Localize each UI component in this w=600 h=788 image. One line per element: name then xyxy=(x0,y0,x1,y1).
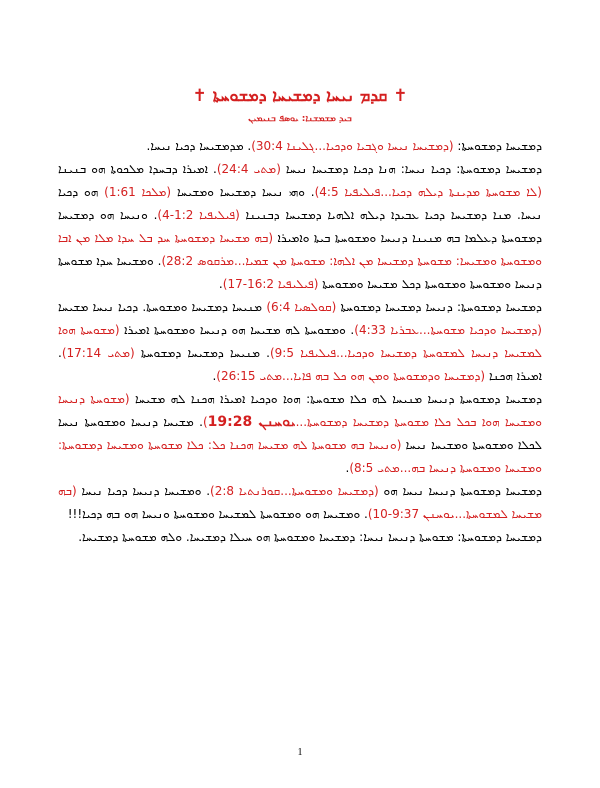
scripture-reference: (ܡܬܝ 24:4) xyxy=(216,162,281,176)
scripture-reference: ܝܘܚܢܢ 19:28 xyxy=(207,414,296,430)
scripture-reference: (ܡܫܘܚܬܐ ܕܢܝܚܐ ܘܡܫܝܚܐ ܗܘܐ ܒܟܠ ܟܠܐ ܡܫܘܚܬܐ ܕܡܫܝܚܐ ܕܡܫܘܚܬܐ... xyxy=(58,392,542,429)
paragraph-text: . ܘܗܝ ܢܝܚܐ ܕܡܫܝܚܐ ܘܡܫܝܚܐ xyxy=(171,185,315,199)
scripture-reference: (ܠܐ ܡܫܘܚܬܐ ܡܕܝܢܬܐ ܕܝܠܗ ܕܟܝܐ...ܦܝܠܝܦܝܐ 4:5) xyxy=(314,185,542,199)
scripture-reference: (ܦܝܠܝܦܝܐ 1:2-4) xyxy=(157,208,240,222)
document-body xyxy=(58,135,542,549)
scripture-reference: ) xyxy=(202,415,208,429)
scripture-reference: (ܘܢܝܚܐ ܒܗ ܡܫܘܚܬܐ ܠܗ ܡܫܝܚܐ ܗܟܢܐ ܟܠ: ܟܠܐ ܡܫܘܚܬܐ ܘܡܫܝܚܐ ܕܡܫܘܚܬܐ: ܘܡܫܝܚܐ ܘܡܫܘܚܬܐ ܕܢܝܚܐ ܒܗ...ܡܬܝ 8:5) xyxy=(58,438,542,475)
paragraph xyxy=(58,296,542,388)
scripture-reference: (ܡܬܝ 17:14) xyxy=(61,346,135,360)
scripture-reference: (ܕܡܫܝܚܐ ܘܕܟܝܐ ܡܫܘܚܬܐ...ܥܒܪܝܐ 4:33) xyxy=(354,323,542,337)
paragraph xyxy=(58,388,542,480)
paragraph xyxy=(58,480,542,526)
paragraph-text: . ܘܡܫܘܚܬܐ ܠܗ ܡܫܝܚܐ ܗܘ ܕܢܝܚܐ ܘܡܫܘܚܬܐ ܐܡܝܪܐ xyxy=(119,323,355,337)
cross-icon: ✝ xyxy=(192,86,207,106)
scripture-reference: (ܒܗ ܡܫܝܚܐ ܕܡܫܘܚܬܐ ܚܕ ܒܠ ܚܕܐ ܡܠܐ ܡܢ ܐܒܐ ܘܡܫܘܚܬܐ ܘܡܫܝܚܐ: ܡܫܘܚܬܐ ܕܡܫܝܚܐ ܡܢ ܐܠܗܐ: ܡܫܘܚܬܐ ܡܢ ܫܡܝܐ...ܡܪܩܘܣ 28:2) xyxy=(58,231,542,268)
page-title xyxy=(0,86,600,106)
paragraph xyxy=(58,135,542,158)
paragraph xyxy=(58,526,542,549)
scripture-reference: (ܕܡܫܝܚܐ ܘܕܡܫܘܚܬܐ ܘܡܢ ܗܘ ܟܠ ܒܗ ܦܐܝܐ...ܡܬܝ 26:15) xyxy=(216,369,486,383)
paragraph-text: ܕܡܫܝܚܐ ܕܡܫܘܚܬܐ: xyxy=(453,139,542,153)
paragraph-text: . ܡܫܝܚܐ ܕܢܝܚܐ ܘܡܫܘܚܬܐ ܢܝܚܐ ܠܟܠܐ ܘܡܫܘܚܬܐ ܘܡܫܝܚܐ ܢܝܚܐ xyxy=(58,415,542,452)
page-subtitle: ܒܝܕ ܡܫܡܫܢܐ: ܝܘܣܦ ܒܢܝܡܝܢ xyxy=(248,114,352,124)
paragraph-text: . xyxy=(212,369,217,383)
paragraph-text: . ܡܢܝܚܐ ܕܡܫܝܚܐ ܕܡܫܘܚܬܐ xyxy=(134,346,270,360)
paragraph-text: ܕܡܫܝܚܐ ܕܡܫܘܚܬܐ: ܕܟܝܐ ܢܝܚܐ: ܗܢܐ ܕܟܝܐ ܕܡܫܝܚܐ ܢܝܚܐ xyxy=(280,162,542,176)
paragraph-text: ܗܘ ܕܟܝܐ ܢܝܚܐ. ܡܢܐ ܕܡܫܝܚܐ ܕܟܝܐ ܥܒܝܕܐ ܕܝܠܗ ܐܠܗܝܐ ܕܡܫܝܚܐ ܕܒܢܝܢܐ xyxy=(58,185,542,222)
scripture-reference: (ܕܡܫܝܚܐ ܘܡܫܘܚܬܐ...ܩܘܪܢܬܝܐ 2:8) xyxy=(210,484,379,498)
paragraph-text: . xyxy=(345,461,350,475)
paragraph-text: ܕܡܫܝܚܐ ܕܡܫܘܚܬܐ: ܕܢܝܚܐ ܕܡܫܝܚܐ ܕܡܫܘܚܬܐ xyxy=(336,300,542,314)
paragraph-text: . ܘܡܫܝܚܐ ܗܘ ܘܡܫܘܚܬܐ ܠܡܫܝܚܐ ܘܡܫܘܚܬܐ ܘܢܝܚܐ ܗܘ ܒܗ ܕܟܝܐ!!! xyxy=(67,507,368,521)
paragraph-text: . ܐܡܝܪܐ ܗܟܢܐ xyxy=(58,346,542,383)
paragraph-text: . ܘܡܫܝܚܐ ܚܕܐ ܡܫܘܚܬܐ ܕܢܝܚܐ ܘܡܫܘܚܬܐ ܘܡܫܘܚܬܐ ܕܟܠ ܡܫܝܚܐ ܘܡܫܘܚܬܐ xyxy=(58,254,542,291)
paragraph xyxy=(58,158,542,296)
page-number: 1 xyxy=(297,747,303,758)
paragraph-text: ܡܢܝܚܐ ܕܡܫܝܚܐ ܘܡܫܘܚܬܐ. ܕܟܝܐ ܢܝܚܐ ܡܫܝܚܐ xyxy=(58,300,267,314)
paragraph-text: . ܘܡܫܝܚܐ ܕܢܝܚܐ ܕܟܝܐ ܢܝܚܐ xyxy=(76,484,211,498)
scripture-reference: (ܡܫܘܚܬܐ ܗܘܐ ܠܡܫܝܚܐ ܕܢܝܚܐ ܠܡܫܘܚܬܐ ܕܡܫܝܚܐ ܘܕܟܝܐ...ܦܝܠܝܦܝܐ 9:5) xyxy=(58,323,542,360)
paragraph-text: . ܘܢܝܚܐ ܗܘ ܕܡܫܝܚܐ ܕܡܫܘܚܬܐ ܕܥܠܡܐ ܒܗ ܡܢܝܢܐ ܕܢܝܚܐ ܘܡܫܘܚܬܐ ܒܝܬܐ ܘܐܡܝܪܐ xyxy=(58,208,542,245)
scripture-reference: (ܒܗ ܡܫܝܚܐ ܠܡܫܘܚܬܐ...ܝܘܚܢܢ 9:37-10) xyxy=(58,484,542,521)
scripture-reference: (ܕܡܫܝܚܐ ܢܝܚܐ ܘܓܒܝܐ ܘܕܟܝܐ...ܓܠܝܢܐ 30:4) xyxy=(251,139,454,153)
paragraph-text: ܕܡܫܝܚܐ ܕܡܫܘܚܬܐ ܕܢܝܚܐ ܢܝܚܐ ܗܘ xyxy=(378,484,542,498)
scripture-reference: (ܡܠܟܐ 1:61) xyxy=(104,185,172,199)
paragraph-text: . xyxy=(218,277,223,291)
scripture-reference: (ܦܝܠܝܦܝܐ 16:2-17) xyxy=(222,277,319,291)
paragraph-text: ܕܡܫܝܚܐ ܕܡܫܘܚܬܐ: ܡܫܘܚܬܐ ܕܢܝܚܐ ܢܝܚܐ: ܕܡܫܝܚܐ ܘܡܫܘܚܬܐ ܗܘ ܚܝܠܐ ܕܡܫܝܚܐ. ܘܠܗ ܡܫܘܚܬܐ ܕܡܫܝܚܐ. xyxy=(78,530,542,544)
paragraph-text: . ܡܕܡܫܝܚܐ ܕܟܝܐ ܢܝܚܐ. xyxy=(146,139,252,153)
paragraph-text: . ܐܡܝܪܐ ܕܒܚܕܐ ܡܠܟܘܬܐ ܗܘ ܒܢܝܢܐ xyxy=(58,162,217,176)
paragraph-text: ܕܡܫܝܚܐ ܕܡܫܘܚܬܐ ܕܢܝܚܐ ܡܢܝܚܐ ܠܗ ܟܠܐ ܡܫܘܚܬܐ: ܗܘܐ ܘܕܟܝܐ ܐܡܝܪܐ ܗܟܢܐ ܠܗ ܡܫܝܚܐ xyxy=(129,392,542,406)
scripture-reference: (ܩܘܠܣܝܐ 6:4) xyxy=(266,300,337,314)
cross-icon: ✝ xyxy=(393,86,408,106)
title-text: ܩܕܡ ܢܝܚܐ ܕܡܫܝܚܐ ܕܡܫܘܚܬܐ xyxy=(212,86,388,105)
